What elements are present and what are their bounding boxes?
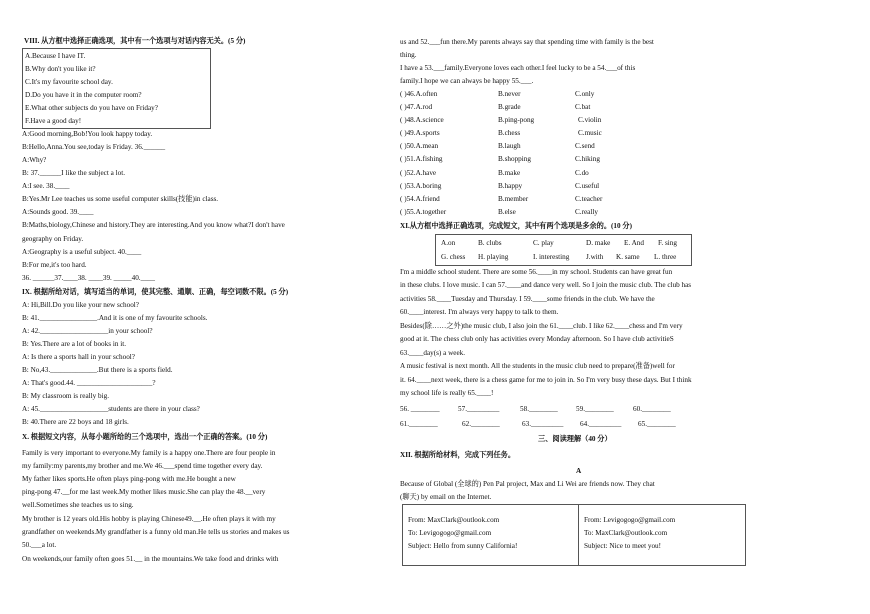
passage-line: Family is very important to everyone.My family is a happy one.There are four people in (22, 449, 276, 457)
answer-blank: 56. ________ (400, 405, 440, 413)
section-10-title: X. 根据短文内容，从每小题所给的三个选项中，选出一个正确的答案。(10 分) (22, 433, 268, 441)
choice-a: ( )50.A.mean (400, 142, 439, 150)
dialog-line: B: Yes.There are a lot of books in it. (22, 340, 127, 348)
word-bank-box (435, 234, 692, 266)
choice-a: ( )48.A.science (400, 116, 444, 124)
email-subject: Subject: Nice to meet you! (584, 542, 662, 550)
email-to: To: Levigogogo@gmail.com (408, 529, 492, 537)
option-e: E.What other subjects do you have on Friday? (25, 104, 158, 112)
answer-blank: 58.________ (520, 405, 558, 413)
part-3-title: 三、阅读理解（40 分） (538, 435, 612, 443)
choice-c: C.only (575, 90, 595, 98)
choice-c: C.do (575, 169, 589, 177)
choice-b: B.happy (498, 182, 523, 190)
email-divider (578, 505, 579, 565)
word-option: I. interesting (533, 253, 570, 261)
email-from: From: MaxClark@outlook.com (408, 516, 500, 524)
word-option: D. make (586, 239, 611, 247)
cloze-line: Besides(除……之外)the music club, I also join the 61.____club. I like 62.____chess and I'm very (400, 322, 683, 330)
passage-line: well.Sometimes she teaches us to sing. (22, 501, 134, 509)
dialog-line: A: 45.___________________students are there in your class? (22, 405, 200, 413)
passage-line: I have a 53.___family.Everyone loves each other.I feel lucky to be a 54.___of this (400, 64, 636, 72)
email-to: To: MaxClark@outlook.com (584, 529, 668, 537)
dialog-line: B:Yes.Mr Lee teaches us some useful computer skills(技能)in class. (22, 195, 219, 203)
word-option: J.with (586, 253, 604, 261)
option-c: C.It's my favourite school day. (25, 78, 113, 86)
passage-line: 50.___a lot. (22, 541, 57, 549)
answer-blank: 62.________ (462, 420, 500, 428)
passage-line: My father likes sports.He often plays ping-pong with me.He bought a new (22, 475, 236, 483)
choice-b: B.else (498, 208, 516, 216)
dialog-line: A: That's good.44. _____________________? (22, 379, 156, 387)
cloze-line: activities 58.____Tuesday and Thursday. I 59.____some friends in the club. We have the (400, 295, 655, 303)
dialog-line: B: 37.______I like the subject a lot. (22, 169, 126, 177)
word-option: E. And (624, 239, 644, 247)
passage-line: us and 52.___fun there.My parents always say that spending time with family is the best (400, 38, 654, 46)
word-option: G. chess (441, 253, 466, 261)
choice-a: ( )49.A.sports (400, 129, 440, 137)
dialog-line: A:Good morning,Bob!You look happy today. (22, 130, 153, 138)
option-a: A.Because I have IT. (25, 52, 86, 60)
dialog-line: B: My classroom is really big. (22, 392, 110, 400)
word-option: H. playing (478, 253, 509, 261)
option-b: B.Why don't you like it? (25, 65, 96, 73)
choice-b: B.ping-pong (498, 116, 535, 124)
email-from: From: Levigogogo@gmail.com (584, 516, 676, 524)
answer-blank: 65.________ (638, 420, 676, 428)
choice-a: ( )46.A.often (400, 90, 438, 98)
passage-line: thing. (400, 51, 417, 59)
choice-c: C.useful (575, 182, 600, 190)
choice-c: C.teacher (575, 195, 603, 203)
choice-a: ( )52.A.have (400, 169, 437, 177)
word-option: C. play (533, 239, 554, 247)
cloze-line: it. 64.____next week, there is a chess game for me to join in. So I'm very busy these days. But I think (400, 376, 692, 384)
dialog-line: B: 41.________________.And it is one of my favourite schools. (22, 314, 208, 322)
cloze-line: I'm a middle school student. There are some 56.____in my school. Students can have great fun (400, 268, 673, 276)
section-12-title: XII. 根据所给材料，完成下列任务。 (400, 451, 516, 459)
answer-blank: 59.________ (576, 405, 614, 413)
choice-c: C.music (578, 129, 602, 137)
answer-blank: 60.________ (633, 405, 671, 413)
word-option: K. same (616, 253, 640, 261)
dialog-line: A: Is there a sports hall in your school? (22, 353, 135, 361)
choice-b: B.never (498, 90, 521, 98)
choice-b: B.chess (498, 129, 521, 137)
option-f: F.Have a good day! (25, 117, 82, 125)
dialog-line: A: 42.___________________in your school? (22, 327, 153, 335)
cloze-line: my school life is really 65.____! (400, 389, 494, 397)
choice-a: ( )51.A.fishing (400, 155, 443, 163)
dialog-line: A:I see. 38.____ (22, 182, 70, 190)
answer-line-36-40: 36. ______37.____38. ____39. _____40.____ (22, 274, 155, 282)
answer-blank: 63._________ (522, 420, 564, 428)
word-option: B. clubs (478, 239, 502, 247)
dialog-line: B: No,43._____________.But there is a sports field. (22, 366, 173, 374)
email-table (402, 504, 746, 566)
choice-a: ( )47.A.rod (400, 103, 433, 111)
choice-b: B.make (498, 169, 521, 177)
word-option: F. sing (658, 239, 677, 247)
word-option: L. three (654, 253, 677, 261)
choice-c: C.really (575, 208, 598, 216)
passage-line: My brother is 12 years old.His hobby is playing Chinese49.__.He often plays it with my (22, 515, 276, 523)
options-box (22, 48, 211, 129)
passage-line: my family:my parents,my brother and me.We 46.___spend time together every day. (22, 462, 263, 470)
word-option: A.on (441, 239, 456, 247)
cloze-line: in these clubs. I love music. I can 57.____and dance very well. So I join the music club. The club has (400, 281, 692, 289)
cloze-line: A music festival is next month. All the students in the music club need to prepare(准备)well for (400, 362, 675, 370)
choice-c: C.violin (578, 116, 602, 124)
intro-line: Because of Global (全球的) Pen Pal project, Max and Li Wei are friends now. They chat (400, 480, 655, 488)
cloze-line: 63.____day(s) a week. (400, 349, 466, 357)
passage-a-label: A (576, 467, 582, 475)
answer-blank: 61.________ (400, 420, 438, 428)
section-11-title: XI.从方框中选择正确选项，完成短文，其中有两个选项是多余的。(10 分) (400, 222, 632, 230)
choice-c: C.hiking (575, 155, 600, 163)
email-subject: Subject: Hello from sunny California! (408, 542, 518, 550)
dialog-line: A:Geography is a useful subject. 40.____ (22, 248, 142, 256)
dialog-line: B:Maths,biology,Chinese and history.They are interesting.And you know what?I don't have (22, 221, 285, 229)
answer-blank: 64._________ (580, 420, 622, 428)
section-9-title: IX. 根据所给对话，填写适当的单词，使其完整、通顺、正确，每空词数不限。(5 分) (22, 288, 289, 296)
dialog-line: B:For me,it's too hard. (22, 261, 87, 269)
choice-b: B.shopping (498, 155, 531, 163)
choice-c: C.bat (575, 103, 591, 111)
choice-a: ( )54.A.friend (400, 195, 440, 203)
choice-a: ( )55.A.together (400, 208, 447, 216)
dialog-line: A: Hi,Bill.Do you like your new school? (22, 301, 139, 309)
dialog-line: A:Sounds good. 39.____ (22, 208, 94, 216)
choice-b: B.grade (498, 103, 521, 111)
cloze-line: 60.____interest. I'm always very happy to talk to them. (400, 308, 559, 316)
option-d: D.Do you have it in the computer room? (25, 91, 142, 99)
choice-b: B.member (498, 195, 529, 203)
intro-line: (聊天) by email on the Internet. (400, 493, 492, 501)
section-8-title: VIII. 从方框中选择正确选项，其中有一个选项与对话内容无关。(5 分) (24, 37, 246, 45)
choice-b: B.laugh (498, 142, 521, 150)
dialog-line: B:Hello,Anna.You see,today is Friday. 36.______ (22, 143, 166, 151)
passage-line: grandfather on weekends.My grandfather is a funny old man.He tells us stories and makes us (22, 528, 290, 536)
passage-line: ping-pong 47.__for me last week.My mother likes music.She can play the 48.__very (22, 488, 266, 496)
choice-c: C.send (575, 142, 595, 150)
dialog-line: A:Why? (22, 156, 47, 164)
dialog-line: B: 40.There are 22 boys and 18 girls. (22, 418, 129, 426)
dialog-line: geography on Friday. (22, 235, 84, 243)
choice-a: ( )53.A.boring (400, 182, 442, 190)
passage-line: On weekends,our family often goes 51.__ in the mountains.We take food and drinks with (22, 555, 279, 563)
passage-line: family.I hope we can always be happy 55.___. (400, 77, 534, 85)
answer-blank: 57._________ (458, 405, 500, 413)
cloze-line: good at it. The chess club only has activities every Monday afternoon. So I have club activitieS (400, 335, 674, 343)
